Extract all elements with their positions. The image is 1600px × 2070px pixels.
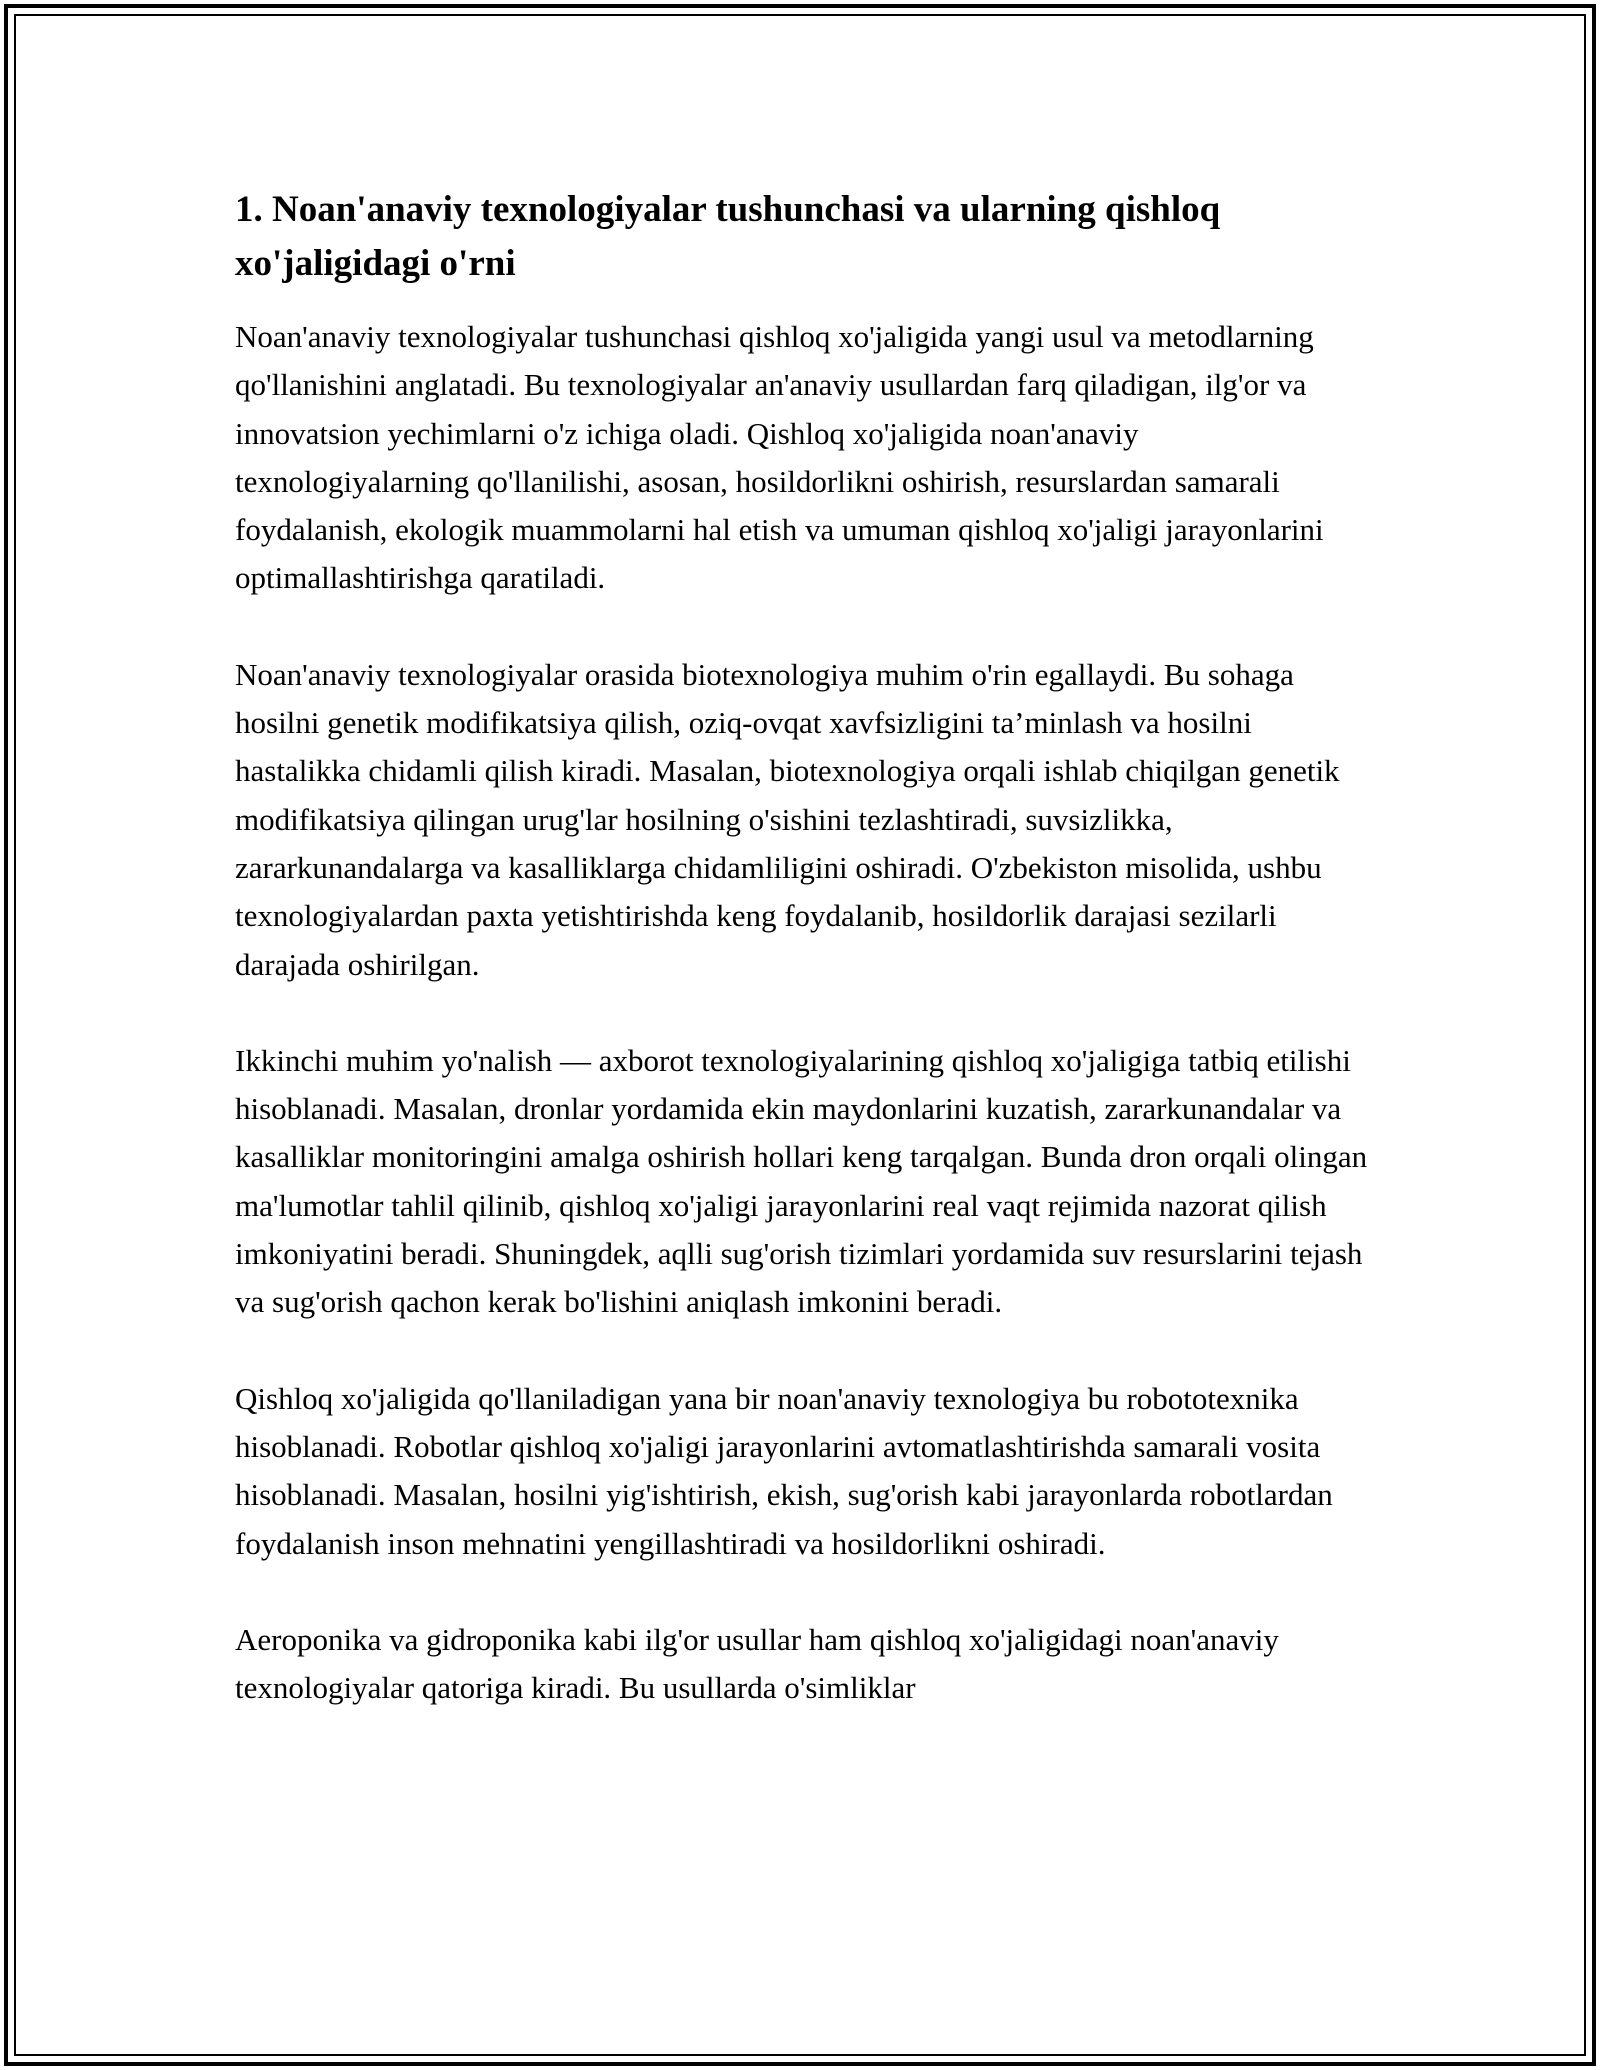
document-body xyxy=(235,183,1370,1760)
paragraph-4: Qishloq xo'jaligida qo'llaniladigan yana bir noan'anaviy texnologiya bu robototexnika hisoblanadi. Robotlar qishloq xo'jaligi jarayonlarini avtomatlashtirishda samarali vosita hisoblanadi. Masalan, hosilni yig'ishtirish, ekish, sug'orish kabi jarayonlarda robotlardan foydalanish inson mehnatini yengillashtiradi va hosildorlikni oshiradi. xyxy=(235,1380,1333,1561)
paragraph-2: Noan'anaviy texnologiyalar orasida biotexnologiya muhim o'rin egallaydi. Bu sohaga hosilni genetik modifikatsiya qilish, oziq-ovqat xavfsizligini ta’minlash va hosilni hastalikka chidamli qilish kiradi. Masalan, biotexnologiya orqali ishlab chiqilgan genetik modifikatsiya qilingan urug'lar hosilning o'sishini tezlashtiradi, suvsizlikka, zararkunandalarga va kasalliklarga chidamliligini oshiradi. O'zbekiston misolida, ushbu texnologiyalardan paxta yetishtirishda keng foydalanib, hosildorlik darajasi sezilarli darajada oshirilgan. xyxy=(235,656,1340,982)
paragraph-5: Aeroponika va gidroponika kabi ilg'or usullar ham qishloq xo'jaligidagi noan'anaviy texnologiyalar qatoriga kiradi. Bu usullarda o'simliklar xyxy=(235,1621,1279,1706)
paragraph-1: Noan'anaviy texnologiyalar tushunchasi qishloq xo'jaligida yangi usul va metodlarning qo'llanishini anglatadi. Bu texnologiyalar an'anaviy usullardan farq qiladigan, ilg'or va innovatsion yechimlarni o'z ichiga oladi. Qishloq xo'jaligida noan'anaviy texnologiyalarning qo'llanilishi, asosan, hosildorlikni oshirish, resurslardan samarali foydalanish, ekologik muammolarni hal etish va umuman qishloq xo'jaligi jarayonlarini optimallashtirishga qaratiladi. xyxy=(235,319,1324,596)
paragraph-3: Ikkinchi muhim yo'nalish — axborot texnologiyalarining qishloq xo'jaligiga tatbiq etilishi hisoblanadi. Masalan, dronlar yordamida ekin maydonlarini kuzatish, zararkunandalar va kasalliklar monitoringini amalga oshirish hollari keng tarqalgan. Bunda dron orqali olingan ma'lumotlar tahlil qilinib, qishloq xo'jaligi jarayonlarini real vaqt rejimida nazorat qilish imkoniyatini beradi. Shuningdek, aqlli sug'orish tizimlari yordamida suv resurslarini tejash va sug'orish qachon kerak bo'lishini aniqlash imkonini beradi. xyxy=(235,1042,1368,1320)
section-heading: 1. Noan'anaviy texnologiyalar tushunchasi va ularning qishloq xo'jaligidagi o'rni xyxy=(235,189,1221,284)
